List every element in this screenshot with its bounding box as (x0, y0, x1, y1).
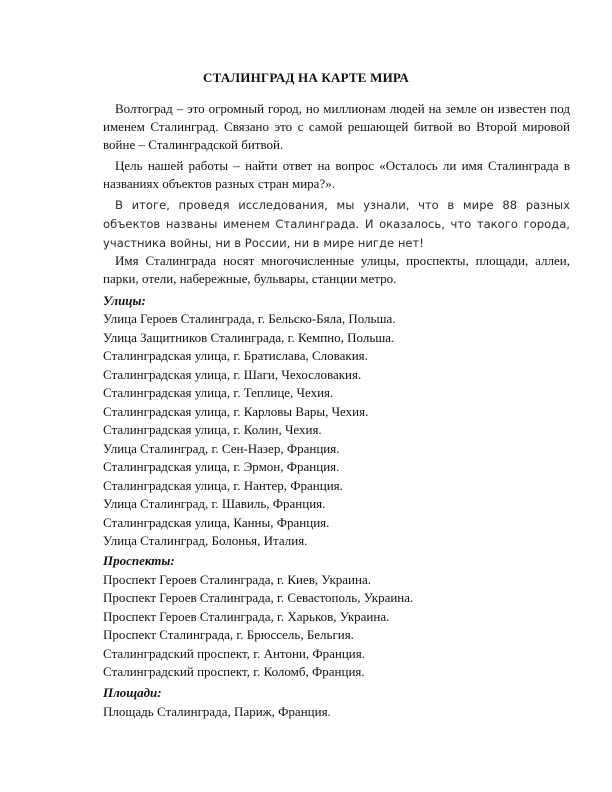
goal-paragraph-text: Цель нашей работы – найти ответ на вопрос «Осталось ли имя Сталинграда в названиях объектов разных стран мира?». (103, 158, 570, 191)
avenue-item: Сталинградский проспект, г. Антони, Франция. (103, 646, 365, 661)
street-item: Сталинградская улица, Канны, Франция. (103, 515, 330, 530)
names-paragraph-text: Имя Сталинграда носят многочисленные улицы, проспекты, площади, аллеи, парки, отели, набережные, бульвары, станции метро. (103, 253, 570, 286)
street-item: Сталинградская улица, г. Карловы Вары, Чехия. (103, 404, 369, 419)
intro-paragraph-text: Волтоград – это огромный город, но миллионам людей на земле он известен под именем Сталинград. Связано это с самой решающей битвой во Второй мировой войне – Сталинградской битвой. (103, 101, 570, 152)
street-item: Сталинградская улица, г. Нантер, Франция. (103, 478, 343, 493)
avenue-item: Проспект Сталинграда, г. Брюссель, Бельгия. (103, 627, 354, 642)
street-item: Сталинградская улица, г. Эрмон, Франция. (103, 459, 340, 474)
streets-heading: Улицы: (103, 293, 146, 308)
street-item: Сталинградская улица, г. Теплице, Чехия. (103, 385, 334, 400)
avenue-item: Проспект Героев Сталинграда, г. Харьков, Украина. (103, 609, 390, 624)
street-item: Сталинградская улица, г. Шаги, Чехословакия. (103, 367, 362, 382)
avenue-item: Проспект Героев Сталинграда, г. Киев, Украина. (103, 572, 371, 587)
avenue-item: Проспект Героев Сталинграда, г. Севастополь, Украина. (103, 590, 414, 605)
street-item: Улица Сталинград, г. Сен-Назер, Франция. (103, 441, 340, 456)
street-item: Улица Сталинград, г. Шавиль, Франция. (103, 496, 326, 511)
goal-paragraph (103, 157, 570, 193)
intro-paragraph (103, 100, 570, 154)
page-title: СТАЛИНГРАД НА КАРТЕ МИРА (203, 70, 409, 85)
street-item: Улица Героев Сталинграда, г. Бельско-Бяла, Польша. (103, 311, 396, 326)
avenue-item: Сталинградский проспект, г. Коломб, Франция. (103, 664, 365, 679)
avenues-heading: Проспекты: (103, 553, 175, 568)
street-item: Сталинградская улица, г. Колин, Чехия. (103, 422, 322, 437)
street-item: Улица Сталинград, Болонья, Италия. (103, 533, 308, 548)
result-paragraph (103, 196, 570, 253)
square-item: Площадь Сталинграда, Париж, Франция. (103, 704, 331, 719)
names-paragraph (103, 252, 570, 288)
squares-heading: Площади: (103, 685, 162, 700)
street-item: Улица Защитников Сталинграда, г. Кемпно, Польша. (103, 330, 395, 345)
street-item: Сталинградская улица, г. Братислава, Словакия. (103, 348, 368, 363)
result-paragraph-text: В итоге, проведя исследования, мы узнали, что в мире 88 разных объектов названы именем Сталинграда. И оказалось, что такого города, участника войны, ни в России, ни в мире нигде нет! (103, 198, 570, 250)
